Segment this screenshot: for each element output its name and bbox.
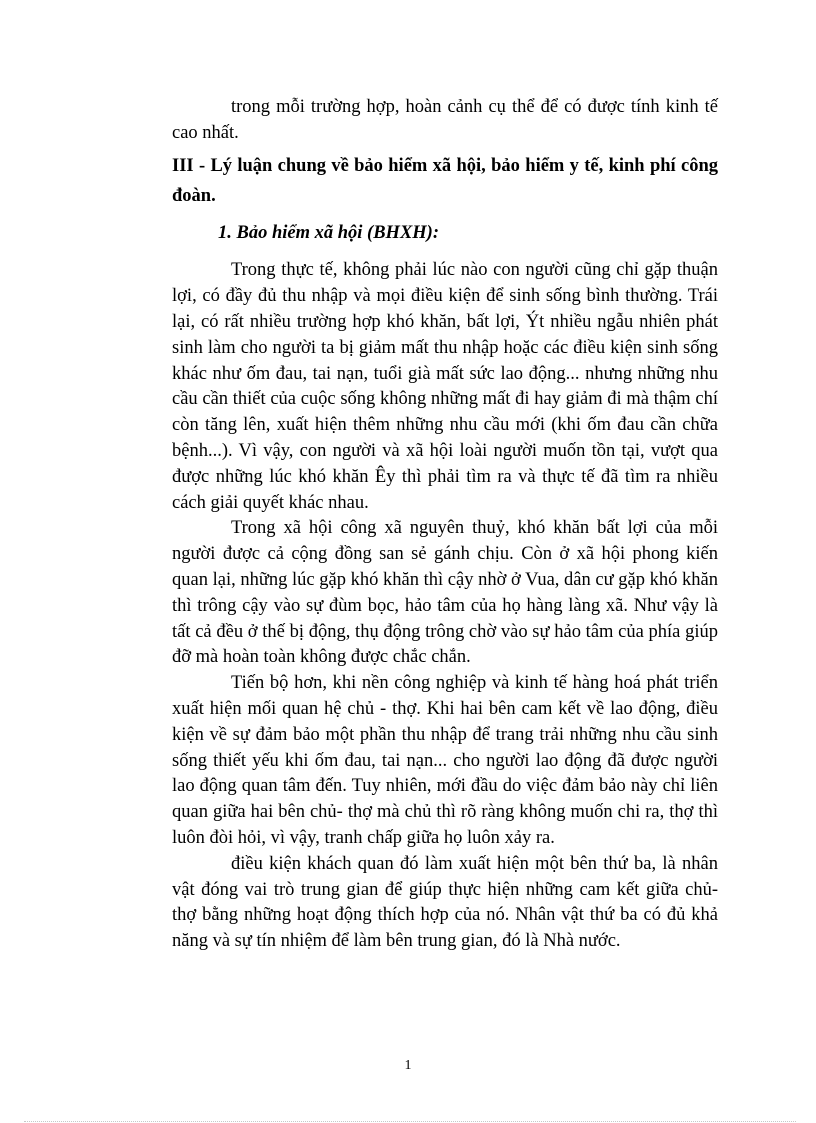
paragraph-continued: trong mỗi trường hợp, hoàn cảnh cụ thể để có được tính kinh tế cao nhất. <box>172 97 718 143</box>
paragraph-4: điều kiện khách quan đó làm xuất hiện một bên thứ ba, là nhân vật đóng vai trò trung gian để giúp thực hiện những cam kết giữa chủ- thợ bằng những hoạt động thích hợp của nó. Nhân vật thứ ba có đủ khả năng và sự tín nhiệm để làm bên trung gian, đó là Nhà nước. <box>172 853 718 952</box>
page-number: 1 <box>404 1058 412 1073</box>
subsection-heading: 1. Bảo hiểm xã hội (BHXH): <box>218 222 439 243</box>
paragraph-2: Trong xã hội công xã nguyên thuỷ, khó khăn bất lợi của mỗi người được cả cộng đồng san sẻ gánh chịu. Còn ở xã hội phong kiến quan lại, những lúc gặp khó khăn thì cậy nhờ ở Vua, dân cư gặp khó khăn thì trông cậy vào sự đùm bọc, hảo tâm của họ hàng làng xã. Như vậy là tất cả đều ở thế bị động, thụ động trông chờ vào sự hảo tâm của phía giúp đỡ mà hoàn toàn không được chắc chắn. <box>172 518 718 668</box>
section-heading: III - Lý luận chung về bảo hiểm xã hội, bảo hiểm y tế, kinh phí công đoàn. <box>172 155 718 206</box>
page-bottom-divider <box>24 1121 796 1122</box>
body-text <box>172 95 718 955</box>
paragraph-3: Tiến bộ hơn, khi nền công nghiệp và kinh tế hàng hoá phát triển xuất hiện mối quan hệ chủ - thợ. Khi hai bên cam kết về lao động, điều kiện về sự đảm bảo một phần thu nhập để trang trải những nhu cầu sinh sống thiết yếu khi ốm đau, tai nạn... cho người lao động đã được người lao động quan tâm đến. Tuy nhiên, mới đầu do việc đảm bảo này chỉ liên quan giữa hai bên chủ- thợ mà chủ thì rõ ràng không muốn chi ra, thợ thì luôn đòi hỏi, vì vậy, tranh chấp giữa họ luôn xảy ra. <box>172 673 718 848</box>
paragraph-1: Trong thực tế, không phải lúc nào con người cũng chỉ gặp thuận lợi, có đầy đủ thu nhập và mọi điều kiện để sinh sống bình thường. Trái lại, có rất nhiều trường hợp khó khăn, bất lợi, Ýt nhiều ngẫu nhiên phát sinh làm cho người ta bị giảm mất thu nhập hoặc các điều kiện sinh sống khác như ốm đau, tai nạn, tuổi già mất sức lao động... nhưng những nhu cầu cần thiết của cuộc sống không những mất đi hay giảm đi mà thậm chí còn tăng lên, xuất hiện thêm những nhu cầu mới (khi ốm đau cần chữa bệnh...). Vì vậy, con người và xã hội loài người muốn tồn tại, vượt qua được những lúc khó khăn Êy thì phải tìm ra và thực tế đã tìm ra nhiều cách giải quyết khác nhau. <box>172 260 718 513</box>
